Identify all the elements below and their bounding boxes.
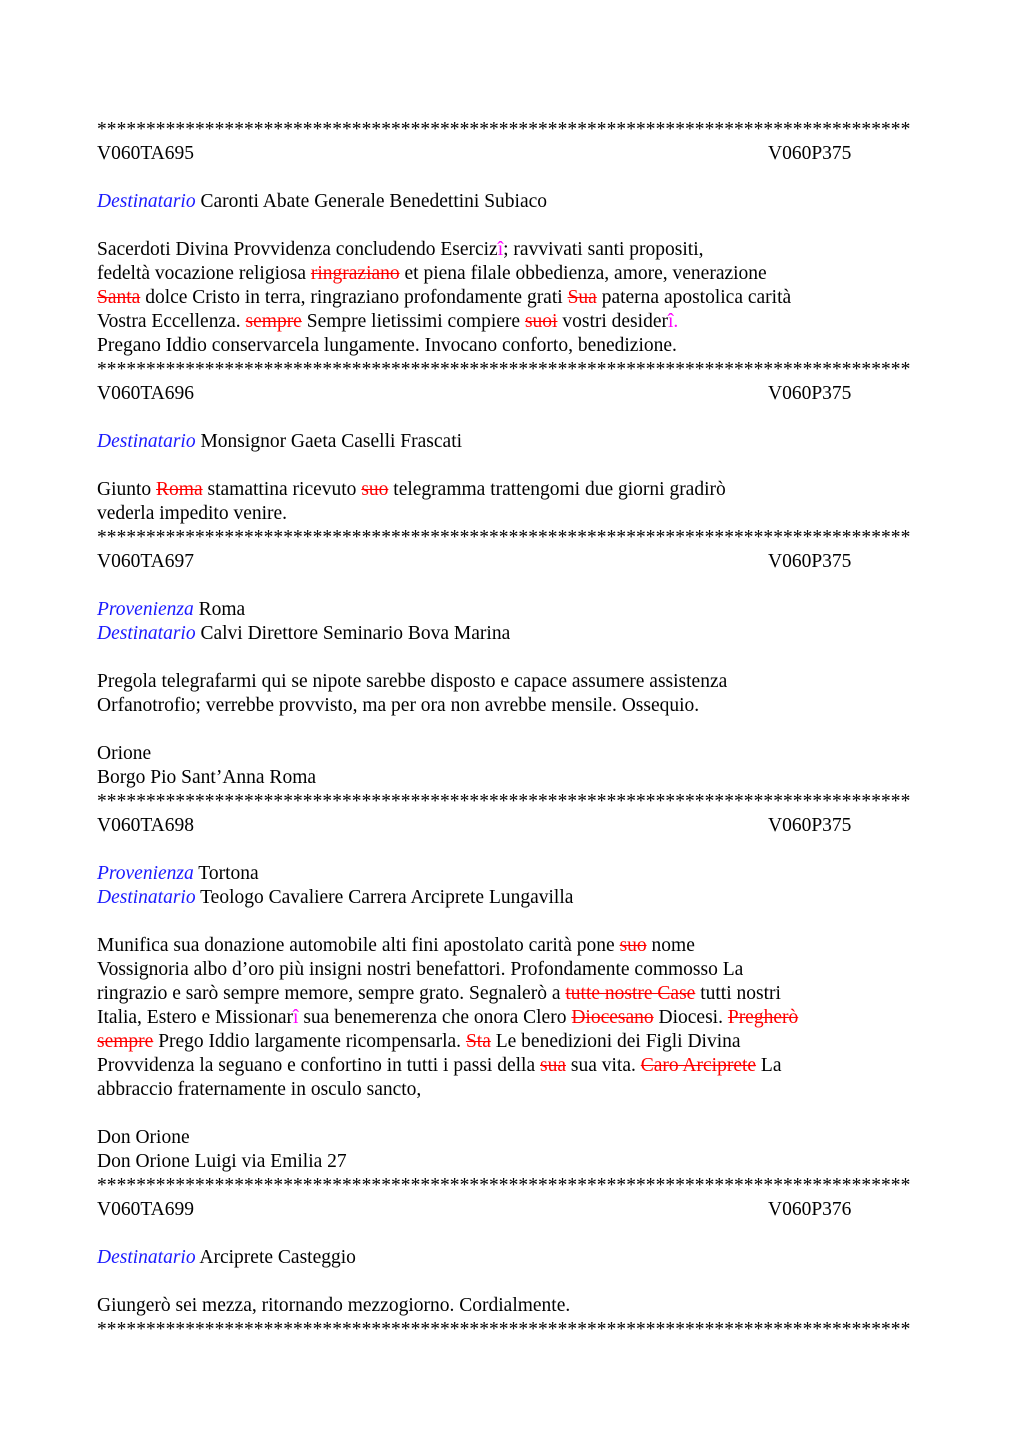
blank-line xyxy=(97,910,937,934)
text-segment: paterna apostolica carità xyxy=(596,287,792,308)
text-segment: abbraccio fraternamente in osculo sancto, xyxy=(97,1079,422,1100)
body-line xyxy=(97,1054,937,1078)
text-segment: stamattina ricevuto xyxy=(202,479,362,500)
body-line xyxy=(97,286,937,310)
text-segment: Giunto xyxy=(97,479,157,500)
text-segment: Italia, Estero e Missionar xyxy=(97,1007,294,1028)
deleted-text: sua xyxy=(539,1055,566,1076)
text-segment: tutti nostri xyxy=(695,983,781,1004)
text-segment: Diocesi. xyxy=(653,1007,728,1028)
text-segment: Pregano Iddio conservarcela lungamente. Invocano conforto, benedizione. xyxy=(97,335,677,356)
entry-id-row xyxy=(97,550,937,574)
provenienza-label: Provenienza xyxy=(97,863,194,884)
telegram-id: V060TA696 xyxy=(97,383,195,404)
deleted-text: Pregherò xyxy=(727,1007,799,1028)
deleted-text: tutte nostre Case xyxy=(565,983,696,1004)
separator-stars: *********************************************************************************** xyxy=(97,1319,911,1340)
text-segment: et piena filale obbedienza, amore, venerazione xyxy=(399,263,767,284)
body-line xyxy=(97,1294,937,1318)
deleted-text: sempre xyxy=(97,1031,154,1052)
destinatario-label: Destinatario xyxy=(97,191,196,212)
separator-stars: *********************************************************************************** xyxy=(97,359,911,380)
text-segment: Orfanotrofio; verrebbe provvisto, ma per ora non avrebbe mensile. Ossequio. xyxy=(97,695,700,716)
text-segment: ; ravvivati santi propositi, xyxy=(503,239,704,260)
provenienza-label: Provenienza xyxy=(97,599,194,620)
blank-line xyxy=(97,646,937,670)
page-reference: V060P375 xyxy=(768,815,852,836)
body-line xyxy=(97,1006,937,1030)
deleted-text: Roma xyxy=(156,479,203,500)
provenienza-value: Tortona xyxy=(198,863,259,884)
deleted-text: Santa xyxy=(97,287,141,308)
page-reference: V060P375 xyxy=(768,143,852,164)
signature-line: Borgo Pio Sant’Anna Roma xyxy=(97,767,317,788)
entry-id-row xyxy=(97,1198,937,1222)
body-line xyxy=(97,334,937,358)
text-segment: La xyxy=(756,1055,782,1076)
separator-stars: *********************************************************************************** xyxy=(97,1175,911,1196)
blank-line xyxy=(97,166,937,190)
blank-line xyxy=(97,1270,937,1294)
blank-line xyxy=(97,838,937,862)
telegram-id: V060TA699 xyxy=(97,1199,195,1220)
text-segment: fedeltà vocazione religiosa xyxy=(97,263,311,284)
text-segment: Vostra Eccellenza. xyxy=(97,311,246,332)
body-line xyxy=(97,238,937,262)
body-line xyxy=(97,958,937,982)
body-line xyxy=(97,694,937,718)
entry-id-row xyxy=(97,382,937,406)
text-segment: telegramma trattengomi due giorni gradirò xyxy=(388,479,726,500)
separator-stars: *********************************************************************************** xyxy=(97,527,911,548)
circumflex-mark: î. xyxy=(667,311,679,332)
body-line xyxy=(97,982,937,1006)
blank-line xyxy=(97,1102,937,1126)
entry-id-row xyxy=(97,142,937,166)
destinatario-line xyxy=(97,622,937,646)
text-segment: ringrazio e sarò sempre memore, sempre grato. Segnalerò a xyxy=(97,983,566,1004)
circumflex-mark: î xyxy=(497,239,504,260)
blank-line xyxy=(97,574,937,598)
text-segment: dolce Cristo in terra, ringraziano profondamente grati xyxy=(140,287,568,308)
document-page xyxy=(97,118,937,1342)
text-segment: Vossignoria albo d’oro più insigni nostri benefattori. Profondamente commosso La xyxy=(97,959,744,980)
provenienza-line xyxy=(97,862,937,886)
blank-line xyxy=(97,454,937,478)
telegram-id: V060TA697 xyxy=(97,551,195,572)
circumflex-mark: î xyxy=(293,1007,299,1028)
text-segment: vederla impedito venire. xyxy=(97,503,288,524)
destinatario-line xyxy=(97,886,937,910)
text-segment: sua benemerenza che onora Clero xyxy=(298,1007,572,1028)
deleted-text: Diocesano xyxy=(571,1007,654,1028)
body-line xyxy=(97,670,937,694)
destinatario-line xyxy=(97,1246,937,1270)
page-reference: V060P375 xyxy=(768,551,852,572)
destinatario-label: Destinatario xyxy=(97,1247,196,1268)
body-line xyxy=(97,934,937,958)
destinatario-line xyxy=(97,430,937,454)
signature-line: Orione xyxy=(97,743,152,764)
text-segment: Giungerò sei mezza, ritornando mezzogiorno. Cordialmente. xyxy=(97,1295,571,1316)
deleted-text: sempre xyxy=(245,311,302,332)
separator-stars: *********************************************************************************** xyxy=(97,119,911,140)
deleted-text: Sua xyxy=(567,287,597,308)
text-segment: Sacerdoti Divina Provvidenza concludendo Eserciz xyxy=(97,239,498,260)
provenienza-line xyxy=(97,598,937,622)
blank-line xyxy=(97,406,937,430)
text-segment: Prego Iddio largamente ricompensarla. xyxy=(153,1031,466,1052)
deleted-text: Sta xyxy=(465,1031,491,1052)
destinatario-value: Calvi Direttore Seminario Bova Marina xyxy=(200,623,511,644)
text-segment: nome xyxy=(646,935,695,956)
destinatario-value: Arciprete Casteggio xyxy=(199,1247,356,1268)
separator-stars: *********************************************************************************** xyxy=(97,791,911,812)
body-line xyxy=(97,262,937,286)
deleted-text: suo xyxy=(619,935,647,956)
entry-id-row xyxy=(97,814,937,838)
text-segment: vostri desider xyxy=(557,311,668,332)
text-segment: Provvidenza la seguano e confortino in tutti i passi della xyxy=(97,1055,540,1076)
destinatario-line xyxy=(97,190,937,214)
text-segment: Pregola telegrafarmi qui se nipote sarebbe disposto e capace assumere assistenza xyxy=(97,671,728,692)
body-line xyxy=(97,502,937,526)
destinatario-value: Caronti Abate Generale Benedettini Subiaco xyxy=(200,191,548,212)
blank-line xyxy=(97,214,937,238)
text-segment: Le benedizioni dei Figli Divina xyxy=(490,1031,741,1052)
body-line xyxy=(97,310,937,334)
body-line xyxy=(97,478,937,502)
destinatario-value: Teologo Cavaliere Carrera Arciprete Lungavilla xyxy=(200,887,574,908)
destinatario-label: Destinatario xyxy=(97,887,196,908)
page-reference: V060P375 xyxy=(768,383,852,404)
deleted-text: suoi xyxy=(524,311,558,332)
body-line xyxy=(97,1030,937,1054)
signature-line: Don Orione xyxy=(97,1127,190,1148)
destinatario-label: Destinatario xyxy=(97,431,196,452)
text-segment: Sempre lietissimi compiere xyxy=(301,311,525,332)
provenienza-value: Roma xyxy=(198,599,246,620)
destinatario-label: Destinatario xyxy=(97,623,196,644)
blank-line xyxy=(97,718,937,742)
blank-line xyxy=(97,1222,937,1246)
deleted-text: ringraziano xyxy=(310,263,400,284)
telegram-id: V060TA698 xyxy=(97,815,195,836)
deleted-text: suo xyxy=(361,479,389,500)
telegram-id: V060TA695 xyxy=(97,143,195,164)
text-segment: Munifica sua donazione automobile alti fini apostolato carità pone xyxy=(97,935,620,956)
text-segment: sua vita. xyxy=(565,1055,641,1076)
deleted-text: Caro Arciprete xyxy=(640,1055,757,1076)
signature-line: Don Orione Luigi via Emilia 27 xyxy=(97,1151,347,1172)
page-reference: V060P376 xyxy=(768,1199,852,1220)
body-line xyxy=(97,1078,937,1102)
destinatario-value: Monsignor Gaeta Caselli Frascati xyxy=(200,431,463,452)
